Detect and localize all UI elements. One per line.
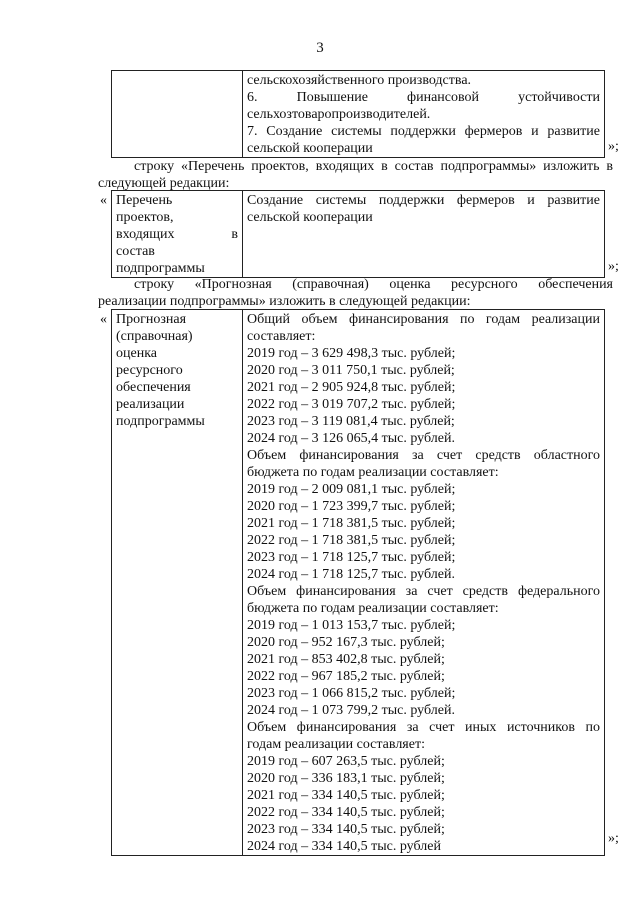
instruction-paragraph-2 <box>98 276 613 310</box>
funding-line: 2021 год – 1 718 381,5 тыс. рублей; <box>247 516 456 531</box>
funding-line: 2024 год – 1 073 799,2 тыс. рублей. <box>247 703 455 718</box>
table1-right-cell <box>243 71 605 158</box>
funding-line: 2019 год – 2 009 081,1 тыс. рублей; <box>247 482 456 497</box>
funding-line: 2024 год – 1 718 125,7 тыс. рублей. <box>247 567 455 582</box>
table2-closing-quote: »; <box>608 259 619 274</box>
cell-line: проектов, <box>116 210 174 225</box>
funding-line: 2024 год – 3 126 065,4 тыс. рублей. <box>247 431 455 446</box>
table3-closing-quote: »; <box>608 831 619 846</box>
funding-line: годам реализации составляет: <box>247 737 425 752</box>
cell-line <box>116 226 238 243</box>
funding-line: 2021 год – 853 402,8 тыс. рублей; <box>247 652 445 667</box>
paragraph-line: следующей редакции: <box>98 176 230 191</box>
funding-line: 2020 год – 952 167,3 тыс. рублей; <box>247 635 445 650</box>
funding-line: составляет: <box>247 329 316 344</box>
table2-opening-quote: « <box>100 193 107 208</box>
funding-line: Объем финансирования за счет средств областного <box>247 448 600 463</box>
table1-line: сельскохозяйственного производства. <box>247 73 472 88</box>
funding-line: 2021 год – 2 905 924,8 тыс. рублей; <box>247 380 456 395</box>
table-goals-continuation <box>111 70 605 158</box>
cell-line: оценка <box>116 346 158 361</box>
cell-line: реализации <box>116 397 185 412</box>
funding-line: 2023 год – 1 066 815,2 тыс. рублей; <box>247 686 456 701</box>
table3-right-cell <box>243 310 605 856</box>
funding-line: бюджета по годам реализации составляет: <box>247 465 499 480</box>
paragraph-line: строку «Перечень проектов, входящих в состав подпрограммы» изложить в <box>134 159 613 174</box>
table2-right-cell: Создание системы поддержки фермеров и развитие сельской кооперации <box>243 191 605 278</box>
funding-line: Объем финансирования за счет иных источников по <box>247 720 600 735</box>
table-projects <box>111 190 605 278</box>
cell-line: (справочная) <box>116 329 193 344</box>
cell-word: входящих <box>116 227 175 242</box>
table1-closing-quote: »; <box>608 139 619 154</box>
cell-line: обеспечения <box>116 380 191 395</box>
cell-line: подпрограммы <box>116 261 205 276</box>
paragraph-line: строку «Прогнозная (справочная) оценка ресурсного обеспечения <box>134 277 613 292</box>
page-number: 3 <box>316 40 324 56</box>
funding-line: 2023 год – 1 718 125,7 тыс. рублей; <box>247 550 456 565</box>
funding-line: 2020 год – 1 723 399,7 тыс. рублей; <box>247 499 456 514</box>
table-resource-estimate <box>111 309 605 856</box>
table3-opening-quote: « <box>100 312 107 327</box>
cell-line: состав <box>116 244 155 259</box>
table1-line: сельхозтоваропроизводителей. <box>247 107 431 122</box>
funding-line: 2019 год – 607 263,5 тыс. рублей; <box>247 754 445 769</box>
funding-line: 2019 год – 3 629 498,3 тыс. рублей; <box>247 346 456 361</box>
table2-left-cell <box>112 191 243 278</box>
funding-line: 2024 год – 334 140,5 тыс. рублей <box>247 839 441 854</box>
table1-line: 7. Создание системы поддержки фермеров и развитие <box>247 124 600 139</box>
cell-line: ресурсного <box>116 363 183 378</box>
cell-line: Прогнозная <box>116 312 187 327</box>
funding-line: 2020 год – 336 183,1 тыс. рублей; <box>247 771 445 786</box>
table1-left-cell <box>112 71 243 158</box>
funding-line: 2022 год – 334 140,5 тыс. рублей; <box>247 805 445 820</box>
funding-line: 2022 год – 1 718 381,5 тыс. рублей; <box>247 533 456 548</box>
cell-line: подпрограммы <box>116 414 205 429</box>
instruction-paragraph-1 <box>98 158 613 192</box>
funding-line: 2022 год – 967 185,2 тыс. рублей; <box>247 669 445 684</box>
cell-line: Перечень <box>116 193 173 208</box>
table1-line: сельской кооперации <box>247 141 373 156</box>
funding-line: Общий объем финансирования по годам реализации <box>247 312 600 327</box>
table3-left-cell <box>112 310 243 856</box>
funding-line: Объем финансирования за счет средств федерального <box>247 584 600 599</box>
funding-line: 2023 год – 334 140,5 тыс. рублей; <box>247 822 445 837</box>
funding-line: 2021 год – 334 140,5 тыс. рублей; <box>247 788 445 803</box>
funding-line: бюджета по годам реализации составляет: <box>247 601 499 616</box>
funding-line: 2022 год – 3 019 707,2 тыс. рублей; <box>247 397 456 412</box>
funding-line: 2023 год – 3 119 081,4 тыс. рублей; <box>247 414 455 429</box>
paragraph-line: реализации подпрограммы» изложить в следующей редакции: <box>98 294 471 309</box>
cell-word: в <box>231 227 238 242</box>
funding-line: 2019 год – 1 013 153,7 тыс. рублей; <box>247 618 456 633</box>
funding-line: 2020 год – 3 011 750,1 тыс. рублей; <box>247 363 455 378</box>
table1-line: 6. Повышение финансовой устойчивости <box>247 90 600 105</box>
